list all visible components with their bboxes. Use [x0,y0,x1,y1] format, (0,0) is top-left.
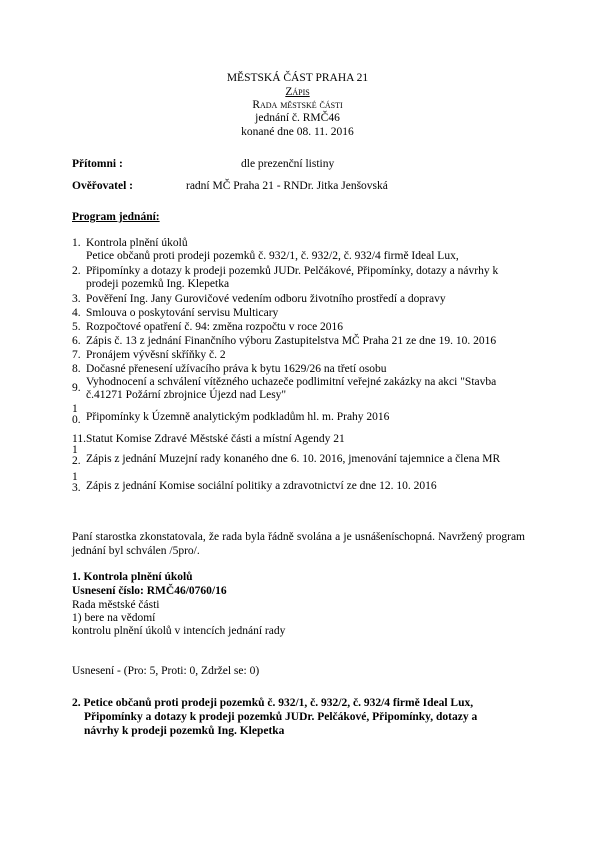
section1-title: 1. Kontrola plnění úkolů [72,571,193,583]
section2-title-line: návrhy k prodeji pozemků Ing. Klepetka [84,725,285,737]
item-number: 3. [72,293,81,305]
section1-text: kontrolu plnění úkolů v intencích jednání rady [72,625,286,637]
item-text [86,307,536,320]
item-line: Kontrola plnění úkolů [86,237,188,249]
item-line: prodeji pozemků Ing. Klepetka [86,278,230,290]
item-line: Zápis č. 13 z jednání Finančního výboru Zastupitelstva MČ Praha 21 ze dne 19. 10. 2016 [86,335,497,347]
present-value: dle prezenční listiny [241,158,335,170]
item-number: 10. [72,403,81,426]
item-text [86,411,536,424]
body-name: Rada městské části [252,99,343,111]
item-text [86,433,536,446]
item-text [86,480,536,493]
section1-point: 1) bere na vědomí [72,612,156,624]
item-number: 11. [72,433,86,445]
item-text [86,335,536,348]
meeting-number: jednání č. RMČ46 [255,112,340,124]
item-line: Zápis z jednání Komise sociální politiky a zdravotnictví ze dne 12. 10. 2016 [86,480,437,492]
item-line: Pronájem vývěsní skříňky č. 2 [86,349,226,361]
item-text [86,376,536,402]
item-number: 12. [72,444,81,467]
item-number: 5. [72,321,81,333]
item-text [86,363,536,376]
item-number: 8. [72,363,81,375]
section1-vote: Usnesení - (Pro: 5, Proti: 0, Zdržel se: 0) [72,665,260,677]
item-number: 6. [72,335,81,347]
item-number: 7. [72,349,81,361]
item-text [86,237,536,263]
item-text [86,349,536,362]
item-line: č.41271 Požární zbrojnice Újezd nad Lesy" [86,389,287,401]
doc-type-text: Zápis [285,86,310,98]
item-line: Statut Komise Zdravé Městské části a místní Agendy 21 [86,433,345,445]
item-line: Smlouva o poskytování servisu Multicary [86,307,279,319]
meeting-date: konané dne 08. 11. 2016 [241,126,354,138]
item-text [86,293,536,306]
item-number: 13. [72,471,81,494]
item-line: Rozpočtové opatření č. 94: změna rozpočtu v roce 2016 [86,321,344,333]
intro-paragraph: Paní starostka zkonstatovala, že rada byla řádně svolána a je usnášeníschopná. Navržený program jednání byl schválen /5pro/. [72,531,525,557]
verifier-label: Ověřovatel : [72,180,133,192]
authority-title: MĚSTSKÁ ČÁST PRAHA 21 [226,72,369,84]
section2-title-line: Připomínky a dotazy k prodeji pozemků JUDr. Pelčákové, Připomínky, dotazy a [84,711,478,723]
item-line: Pověření Ing. Jany Gurovičové vedením odboru životního prostředí a dopravy [86,293,446,305]
item-text [86,321,536,334]
item-number: 2. [72,265,81,277]
verifier-value: radní MČ Praha 21 - RNDr. Jitka Jenšovská [186,180,388,192]
item-number: 4. [72,307,81,319]
item-line: Vyhodnocení a schválení vítězného uchazeče podlimitní veřejné zakázky na akci "Stavba [86,376,497,388]
section1-resolution: Usnesení číslo: RMČ46/0760/16 [72,585,227,597]
section2-title-line: 2. Petice občanů proti prodeji pozemků č. 932/1, č. 932/2, č. 932/4 firmě Ideal Lux, [72,697,474,709]
item-line: Zápis z jednání Muzejní rady konaného dne 6. 10. 2016, jmenování tajemnice a člena MR [86,453,501,465]
doc-type [0,86,595,98]
item-line: Připomínky a dotazy k prodeji pozemků JUDr. Pelčákové, Připomínky, dotazy a návrhy k [86,265,499,277]
item-line: Připomínky k Územně analytickým podkladům hl. m. Prahy 2016 [86,411,390,423]
item-text [86,453,536,466]
section1-body: Rada městské části [72,599,160,611]
present-label: Přítomni : [72,158,123,170]
item-text [86,265,536,291]
item-line: Petice občanů proti prodeji pozemků č. 932/1, č. 932/2, č. 932/4 firmě Ideal Lux, [86,250,459,262]
item-number: 9. [72,382,81,394]
item-line: Dočasné přenesení užívacího práva k bytu 1629/26 na třetí osobu [86,363,387,375]
item-number: 1. [72,237,81,249]
program-heading: Program jednání: [72,211,160,223]
